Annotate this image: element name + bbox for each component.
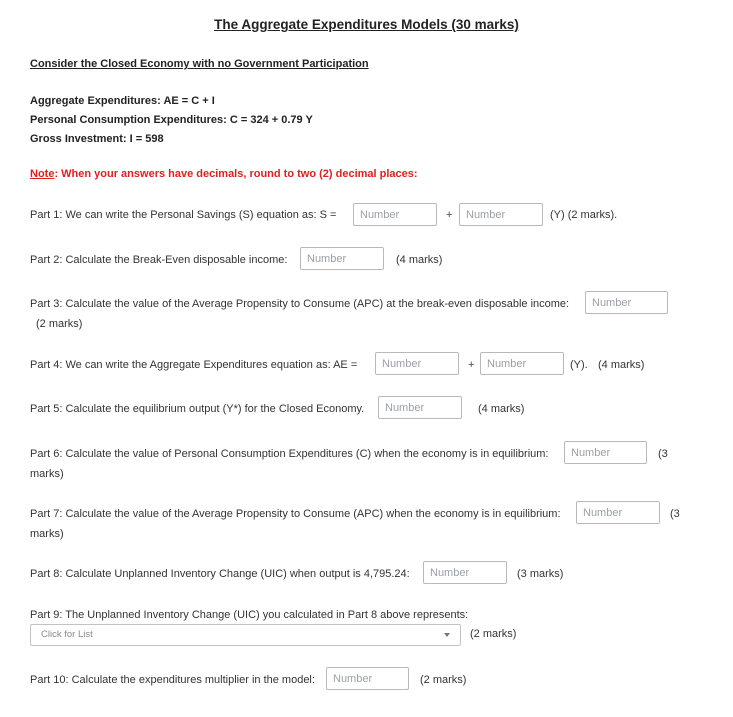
part4-question: Part 4: We can write the Aggregate Expenditures equation as: AE = — [30, 359, 358, 371]
dropdown-value: Click for List — [41, 629, 93, 640]
part6-input[interactable] — [564, 441, 647, 464]
part9-marks: (2 marks) — [470, 628, 517, 640]
part4-intercept-input[interactable] — [375, 352, 459, 375]
part8-input[interactable] — [423, 561, 507, 584]
part1-question: Part 1: We can write the Personal Savings (S) equation as: S = — [30, 209, 337, 221]
part1-slope-input[interactable] — [459, 203, 543, 226]
part5-question: Part 5: Calculate the equilibrium output (Y*) for the Closed Economy. — [30, 403, 365, 415]
part2-input[interactable] — [300, 247, 384, 270]
part10-question: Part 10: Calculate the expenditures multiplier in the model: — [30, 674, 315, 686]
part1-suffix: (Y) (2 marks). — [550, 209, 618, 221]
part7-input[interactable] — [576, 501, 660, 524]
part5-marks: (4 marks) — [478, 403, 525, 415]
part7-question: Part 7: Calculate the value of the Average Propensity to Consume (APC) when the economy is in equilibrium: — [30, 508, 561, 520]
part4-slope-input[interactable] — [480, 352, 564, 375]
part5-input[interactable] — [378, 396, 462, 419]
part8-question: Part 8: Calculate Unplanned Inventory Change (UIC) when output is 4,795.24: — [30, 568, 410, 580]
part10-input[interactable] — [326, 667, 409, 690]
part4-suffix: (Y). — [570, 359, 588, 371]
note-label: Note — [30, 168, 55, 180]
note — [30, 168, 418, 180]
part9-question: Part 9: The Unplanned Inventory Change (UIC) you calculated in Part 8 above represents: — [30, 609, 469, 621]
part9-dropdown[interactable] — [30, 624, 461, 646]
page-title: The Aggregate Expenditures Models (30 marks) — [214, 17, 519, 32]
investment-equation: Gross Investment: I = 598 — [30, 133, 164, 145]
part6-question: Part 6: Calculate the value of Personal Consumption Expenditures (C) when the economy is in equilibrium: — [30, 448, 549, 460]
part6-marks-wrap: marks) — [30, 468, 64, 480]
part3-input[interactable] — [585, 291, 668, 314]
part3-marks: (2 marks) — [36, 318, 83, 330]
part1-intercept-input[interactable] — [353, 203, 437, 226]
part8-marks: (3 marks) — [517, 568, 564, 580]
part2-marks: (4 marks) — [396, 254, 443, 266]
plus-sign: + — [446, 209, 453, 221]
part10-marks: (2 marks) — [420, 674, 467, 686]
part2-question: Part 2: Calculate the Break-Even disposable income: — [30, 254, 288, 266]
note-text: : When your answers have decimals, round to two (2) decimal places: — [54, 168, 418, 180]
plus-sign: + — [468, 359, 475, 371]
part3-question: Part 3: Calculate the value of the Average Propensity to Consume (APC) at the break-even disposable income: — [30, 298, 570, 310]
ae-equation: Aggregate Expenditures: AE = C + I — [30, 95, 215, 107]
subtitle: Consider the Closed Economy with no Government Participation — [30, 58, 369, 70]
part4-marks: (4 marks) — [598, 359, 645, 371]
chevron-down-icon — [444, 633, 450, 637]
part7-marks: (3 — [670, 508, 680, 520]
part6-marks: (3 — [658, 448, 668, 460]
consumption-equation: Personal Consumption Expenditures: C = 324 + 0.79 Y — [30, 114, 313, 126]
part7-marks-wrap: marks) — [30, 528, 64, 540]
